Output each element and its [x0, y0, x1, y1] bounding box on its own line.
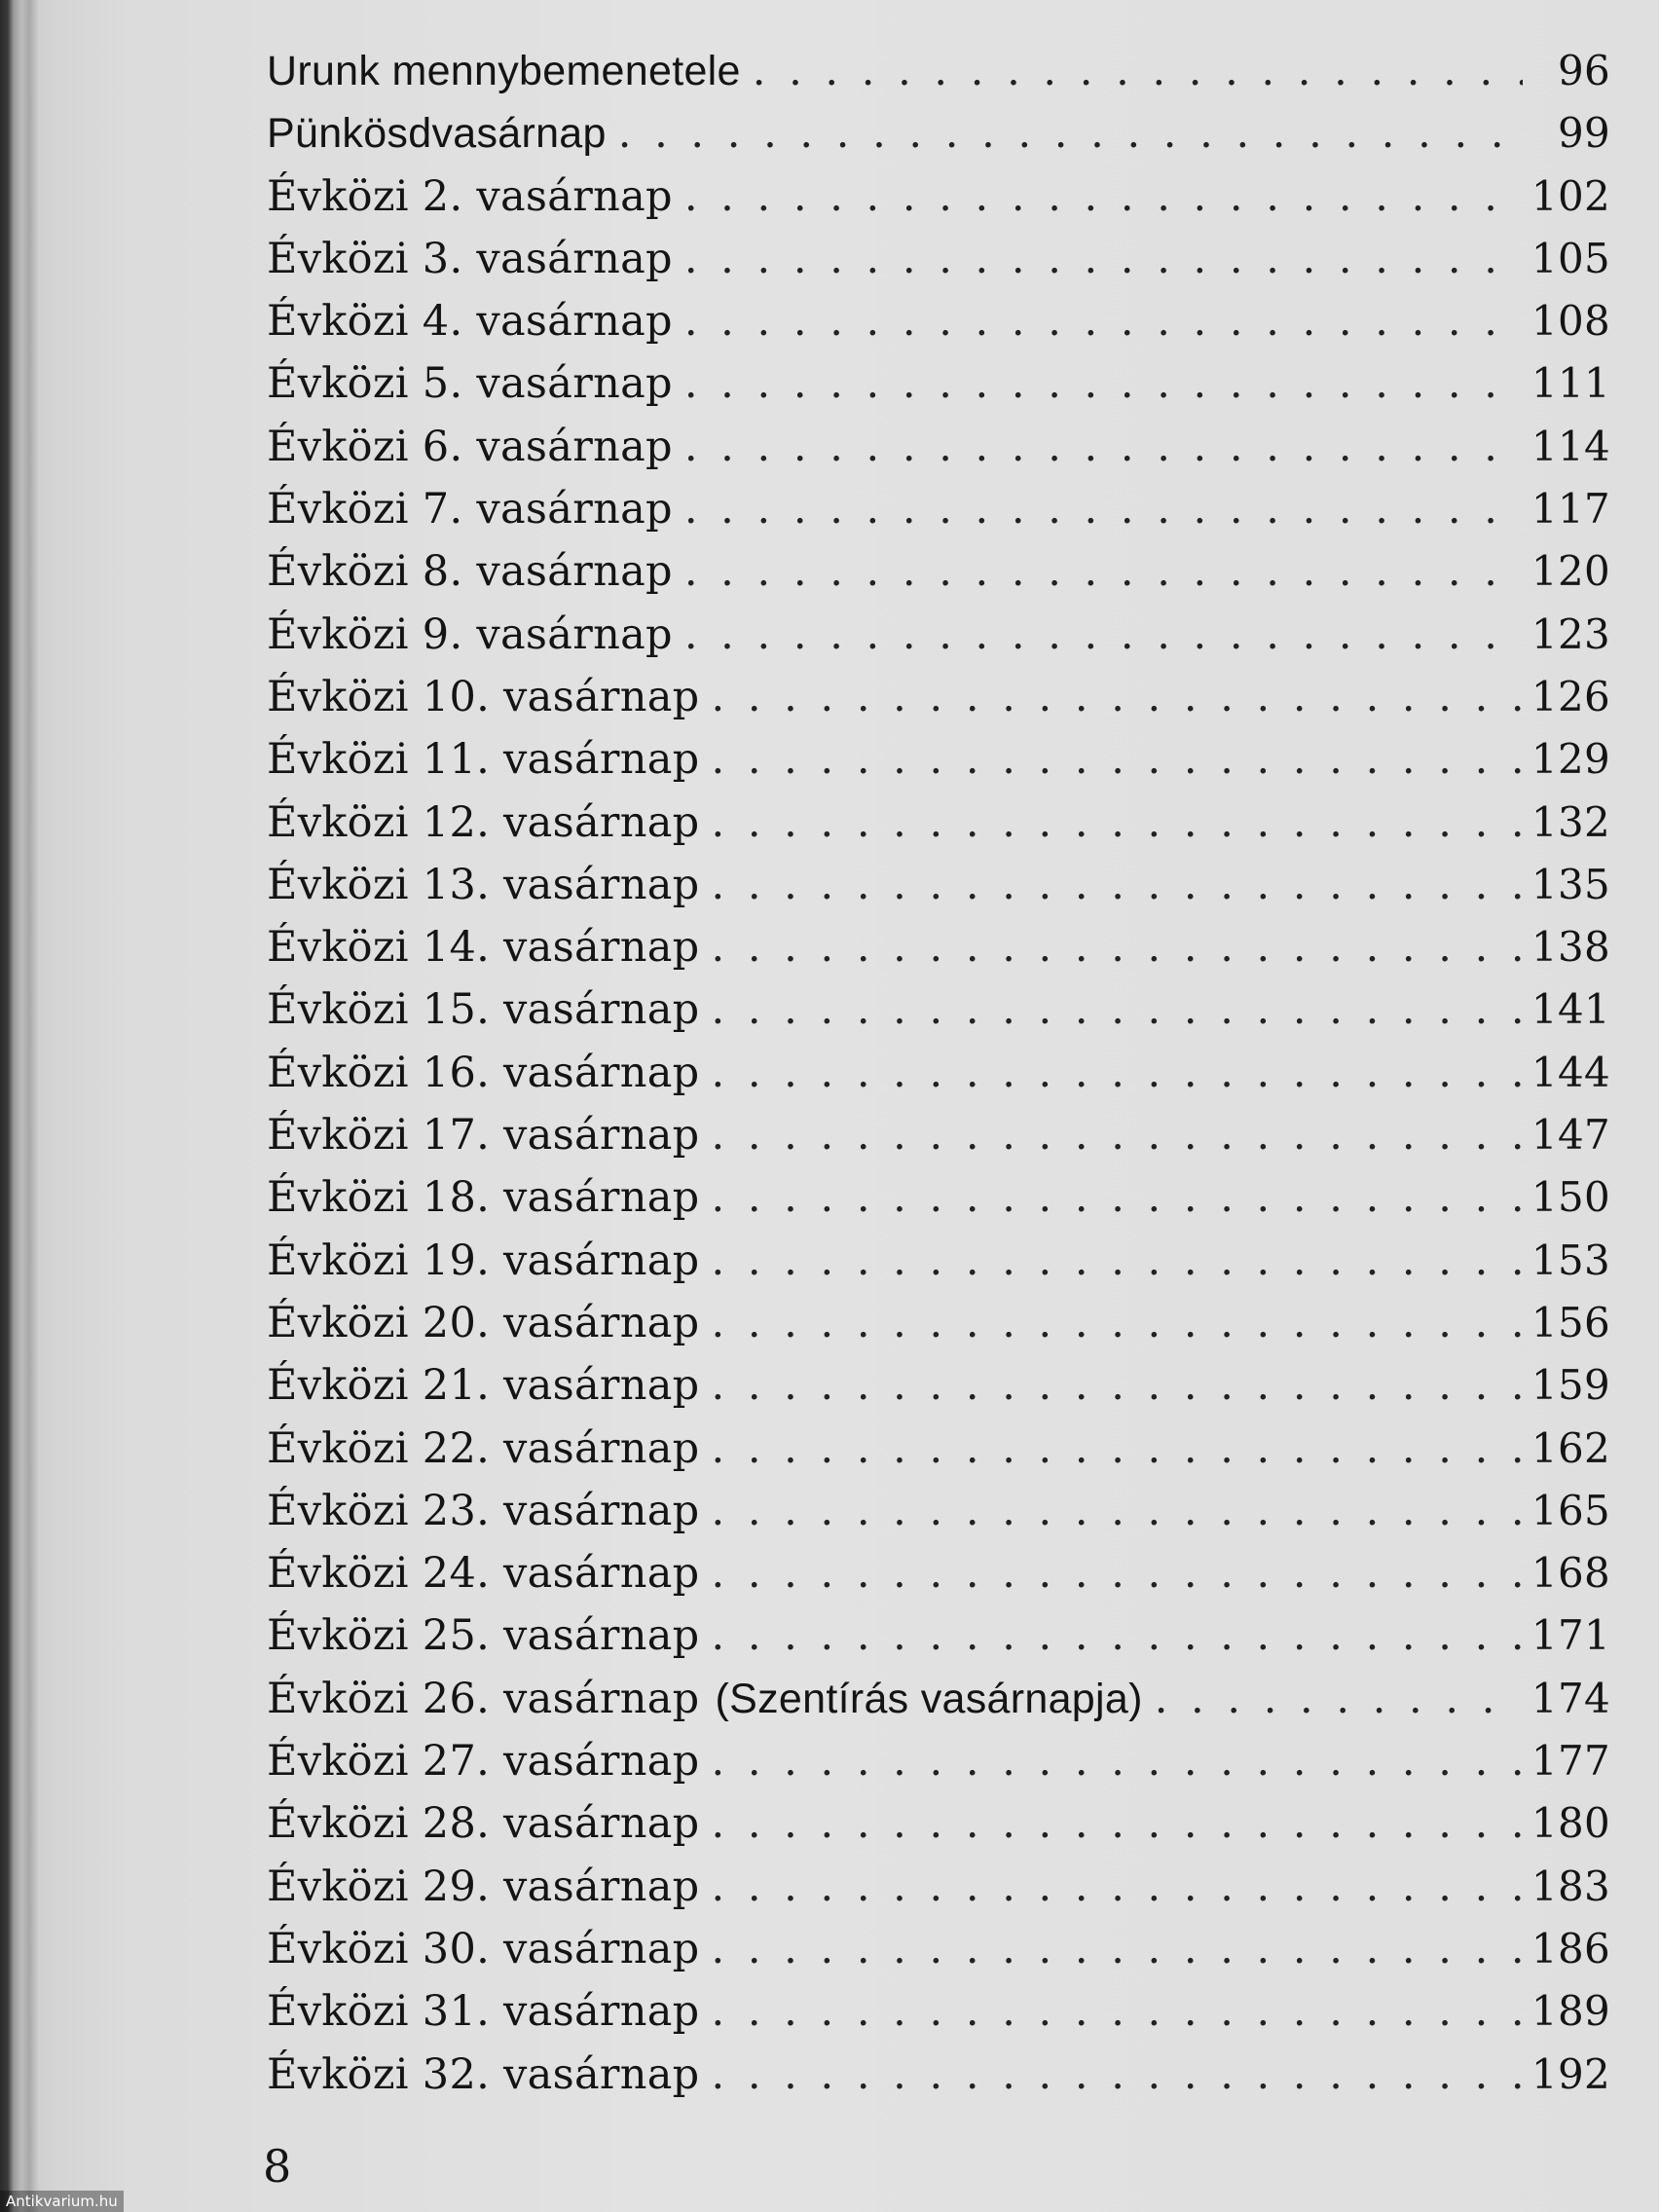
toc-entry-title: Évközi 26. vasárnap [267, 1674, 700, 1723]
toc-entry-page: 150 [1530, 1173, 1610, 1222]
toc-entry-title: Évközi 28. vasárnap [267, 1799, 700, 1849]
toc-entry-page: 168 [1530, 1549, 1610, 1598]
toc-entry [267, 1799, 1610, 1862]
toc-entry [267, 1549, 1610, 1611]
toc-entry [267, 1487, 1610, 1549]
dot-leader [712, 1361, 1522, 1410]
toc-entry-page: 102 [1530, 171, 1610, 220]
toc-entry [267, 1737, 1610, 1799]
dot-leader [712, 1862, 1522, 1911]
toc-entry-page: 99 [1557, 109, 1610, 158]
toc-entry-page: 180 [1530, 1799, 1610, 1848]
dot-leader [712, 735, 1522, 784]
dot-leader [684, 235, 1522, 283]
dot-leader [684, 423, 1522, 471]
toc-entry-title: Évközi 15. vasárnap [267, 985, 700, 1035]
toc-entry-title: Évközi 14. vasárnap [267, 923, 700, 973]
toc-entry-title: Évközi 7. vasárnap [267, 485, 673, 535]
toc-entry-page: 192 [1530, 2049, 1610, 2098]
dot-leader [712, 673, 1522, 721]
dot-leader [712, 985, 1522, 1034]
toc-entry-title: Évközi 20. vasárnap [267, 1298, 700, 1347]
toc-entry-page: 108 [1530, 297, 1610, 346]
toc-entry-page: 135 [1530, 860, 1610, 908]
toc-entry [267, 1925, 1610, 1987]
toc-entry [267, 1111, 1610, 1173]
toc-entry-page: 132 [1530, 797, 1610, 846]
page-number: 8 [263, 2140, 292, 2193]
toc-entry [267, 1049, 1610, 1111]
dot-leader [712, 1049, 1522, 1097]
toc-entry [267, 923, 1610, 985]
toc-entry [267, 1424, 1610, 1487]
toc-entry [267, 1236, 1610, 1299]
toc-entry-title: Évközi 9. vasárnap [267, 609, 673, 659]
dot-leader [753, 47, 1523, 95]
toc-entry-page: 126 [1530, 672, 1610, 720]
toc-entry-page: 156 [1530, 1298, 1610, 1346]
toc-entry-title: Évközi 2. vasárnap [267, 171, 673, 221]
toc-entry [267, 610, 1610, 673]
toc-entry [267, 735, 1610, 797]
toc-entry-page: 105 [1530, 234, 1610, 282]
toc-entry-page: 186 [1530, 1924, 1610, 1972]
toc-entry [267, 1173, 1610, 1235]
toc-entry-title: Évközi 6. vasárnap [267, 422, 673, 471]
toc-entry-title: Évközi 3. vasárnap [267, 234, 673, 283]
toc-entry-page: 96 [1557, 47, 1610, 94]
toc-entry-page: 120 [1530, 547, 1610, 596]
dot-leader [684, 359, 1522, 408]
toc-entry-title: Évközi 19. vasárnap [267, 1235, 700, 1285]
toc-entry [267, 109, 1610, 171]
dot-leader [712, 1737, 1522, 1786]
toc-entry-page: 117 [1530, 485, 1610, 534]
toc-entry-title: Évközi 4. vasárnap [267, 297, 673, 347]
dot-leader [712, 1173, 1522, 1222]
dot-leader [712, 1111, 1522, 1160]
toc-entry-title: Évközi 18. vasárnap [267, 1173, 700, 1223]
toc-entry-title: Pünkösdvasárnap [267, 110, 607, 158]
table-of-contents [267, 47, 1610, 2113]
dot-leader [684, 297, 1522, 346]
toc-entry [267, 235, 1610, 297]
toc-entry-page: 189 [1530, 1987, 1610, 2036]
dot-leader [712, 1611, 1522, 1660]
dot-leader [684, 610, 1522, 659]
dot-leader [712, 1236, 1522, 1285]
toc-entry-page: 111 [1530, 359, 1610, 408]
toc-entry-title: Évközi 11. vasárnap [267, 735, 700, 785]
dot-leader [712, 1299, 1522, 1347]
toc-entry-title: Évközi 23. vasárnap [267, 1486, 700, 1535]
dot-leader [712, 798, 1522, 847]
watermark: Antikvarium.hu [0, 2191, 124, 2212]
dot-leader [712, 1549, 1522, 1598]
toc-entry [267, 423, 1610, 485]
toc-entry [267, 47, 1610, 109]
dot-leader [684, 172, 1522, 221]
toc-entry-title: Évközi 5. vasárnap [267, 359, 673, 409]
toc-entry-page: 141 [1530, 985, 1610, 1034]
toc-entry-subtitle: (Szentírás vasárnapja) [715, 1675, 1143, 1722]
toc-entry [267, 1361, 1610, 1423]
toc-entry [267, 2050, 1610, 2113]
toc-entry [267, 359, 1610, 422]
dot-leader [712, 1799, 1522, 1848]
toc-entry [267, 297, 1610, 359]
toc-entry-page: 144 [1530, 1048, 1610, 1096]
toc-entry [267, 798, 1610, 861]
toc-entry-page: 162 [1530, 1423, 1610, 1472]
toc-entry [267, 547, 1610, 609]
dot-leader [712, 1424, 1522, 1473]
book-spine-edge [0, 0, 60, 2212]
toc-entry-page: 159 [1530, 1361, 1610, 1410]
dot-leader [712, 2050, 1522, 2099]
toc-entry-page: 153 [1530, 1235, 1610, 1284]
toc-entry [267, 673, 1610, 735]
toc-entry [267, 1987, 1610, 2049]
dot-leader [618, 109, 1523, 158]
toc-entry-title: Évközi 25. vasárnap [267, 1611, 700, 1661]
toc-entry [267, 1862, 1610, 1925]
toc-entry-title: Évközi 12. vasárnap [267, 797, 700, 847]
toc-entry-page: 138 [1530, 923, 1610, 972]
dot-leader [1155, 1675, 1522, 1723]
toc-entry [267, 861, 1610, 923]
toc-entry-page: 147 [1530, 1111, 1610, 1160]
dot-leader [684, 547, 1522, 596]
toc-entry-title: Évközi 13. vasárnap [267, 860, 700, 909]
toc-entry-page: 183 [1530, 1862, 1610, 1910]
toc-entry-title: Évközi 10. vasárnap [267, 672, 700, 721]
toc-entry-title: Évközi 22. vasárnap [267, 1423, 700, 1473]
toc-entry-page: 171 [1530, 1611, 1610, 1660]
toc-entry-title: Évközi 8. vasárnap [267, 547, 673, 597]
toc-entry-title: Urunk mennybemenetele [267, 48, 741, 94]
toc-entry-title: Évközi 27. vasárnap [267, 1737, 700, 1787]
toc-entry-page: 165 [1530, 1486, 1610, 1534]
toc-entry-page: 174 [1530, 1674, 1610, 1722]
dot-leader [712, 923, 1522, 972]
dot-leader [712, 1987, 1522, 2036]
toc-entry [267, 485, 1610, 547]
dot-leader [684, 485, 1522, 534]
dot-leader [712, 1925, 1522, 1973]
toc-entry [267, 1299, 1610, 1361]
toc-entry-title: Évközi 31. vasárnap [267, 1987, 700, 2037]
toc-entry-page: 114 [1530, 422, 1610, 470]
toc-entry [267, 1611, 1610, 1674]
toc-entry-title: Évközi 21. vasárnap [267, 1361, 700, 1411]
toc-entry [267, 985, 1610, 1048]
toc-entry-page: 123 [1530, 609, 1610, 658]
toc-entry-title: Évközi 29. vasárnap [267, 1862, 700, 1911]
toc-entry [267, 1675, 1610, 1737]
dot-leader [712, 861, 1522, 909]
toc-entry-title: Évközi 16. vasárnap [267, 1048, 700, 1097]
toc-entry-title: Évközi 32. vasárnap [267, 2049, 700, 2099]
toc-entry-page: 129 [1530, 735, 1610, 784]
toc-entry-title: Évközi 24. vasárnap [267, 1549, 700, 1599]
dot-leader [712, 1487, 1522, 1535]
toc-entry-title: Évközi 30. vasárnap [267, 1924, 700, 1973]
toc-entry-page: 177 [1530, 1737, 1610, 1786]
toc-entry-title: Évközi 17. vasárnap [267, 1111, 700, 1161]
toc-entry [267, 172, 1610, 235]
